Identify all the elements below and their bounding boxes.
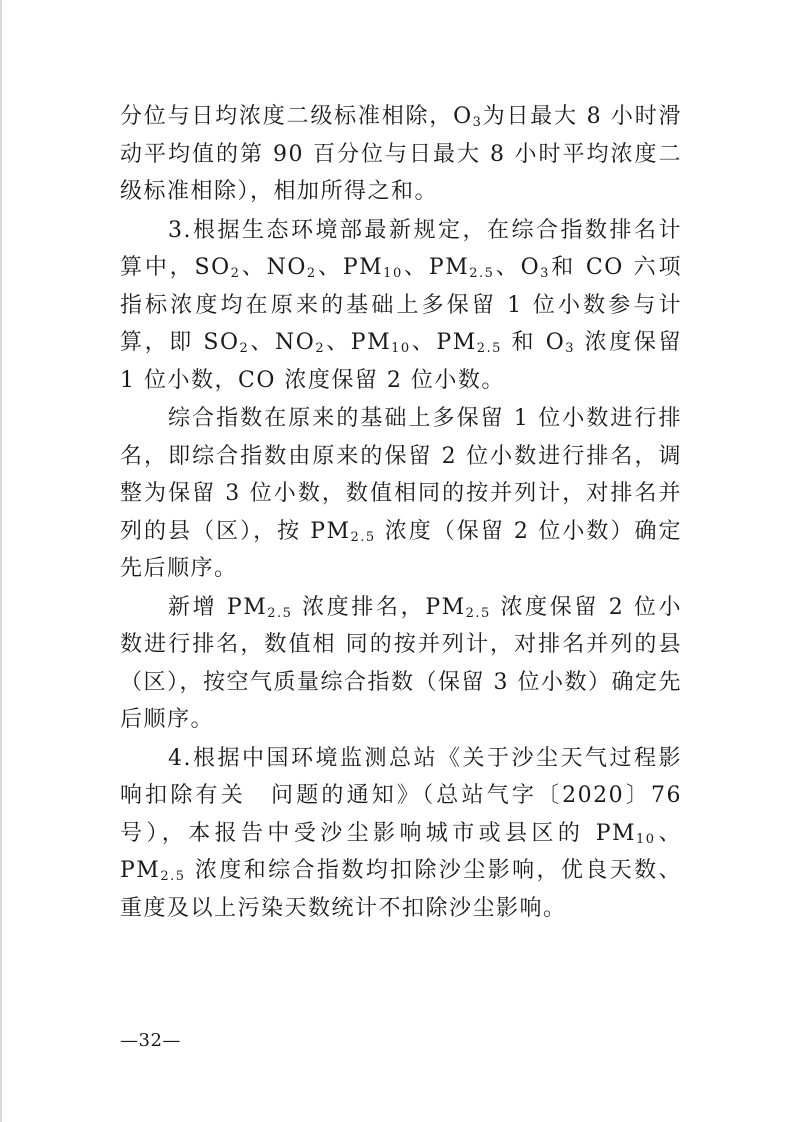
paragraph-text: 、PM: [120, 820, 682, 883]
subscript-text: 10: [391, 341, 411, 356]
subscript-text: 3: [472, 115, 483, 130]
subscript-text: 10: [636, 831, 656, 847]
paragraph-text: 、PM: [325, 330, 392, 355]
paragraph-text: 分位与日均浓度二级标准相除，O: [120, 104, 473, 129]
paragraph-text: 4.根据中国环境监测总站《关于沙尘天气过程影响扣除有关 问题的通知》（总站气字〔2020〕76 号），本报告中受沙尘影响城市或县区的 PM: [120, 745, 682, 846]
paragraph-text: 新增 PM: [168, 594, 268, 620]
subscript-text: 2.5: [476, 341, 502, 356]
subscript-text: 2.5: [465, 605, 491, 621]
page-number: —32—: [120, 1030, 181, 1051]
paragraph-text: 、PM: [402, 255, 470, 280]
subscript-text: 2: [239, 341, 250, 356]
paragraph-text: 、O: [494, 255, 541, 280]
subscript-text: 2: [315, 341, 326, 356]
subscript-text: 2.5: [267, 605, 293, 621]
subscript-text: 2.5: [350, 529, 376, 545]
paragraph-text: 浓度保留 2 位小数进行排名，数值相 同的按并列计，对排名并列的县（区），按空气质量综合指数（保留 3 位小数）确定先后顺序。: [120, 594, 682, 732]
paragraph-text: 浓度保留 1 位小数，CO 浓度保留 2 位小数。: [120, 330, 682, 393]
document-body: [120, 98, 682, 927]
paragraph-text: 3.根据生态环境部最新规定，在综合指数排名计算中，SO: [120, 217, 682, 280]
paragraph-text: 浓度和综合指数均扣除沙尘影响，优良天数、重度及以上污染天数统计不扣除沙尘影响。: [120, 858, 682, 921]
paragraph-text: 浓度（保留 2 位小数）确定先后顺序。: [120, 518, 682, 581]
subscript-text: 2: [230, 266, 241, 281]
subscript-text: 3: [565, 341, 576, 356]
paragraph-text: 、PM: [316, 255, 384, 280]
paragraph-o3-definition-continuation: [120, 98, 682, 211]
paragraph-rule-3-indicator-precision: [120, 212, 682, 400]
subscript-text: 2: [306, 266, 317, 281]
paragraph-text: 和 CO 六项指标浓度均在原来的基础上多保留 1 位小数参与计算，即 SO: [120, 255, 682, 355]
paragraph-text: 、NO: [240, 255, 307, 280]
paragraph-text: 浓度排名，PM: [292, 594, 466, 620]
subscript-text: 3: [540, 266, 550, 281]
paragraph-composite-index-ranking: [120, 400, 682, 588]
paragraph-pm25-ranking: [120, 589, 682, 739]
paragraph-text: 和 O: [501, 330, 566, 355]
subscript-text: 2.5: [160, 869, 186, 884]
paragraph-text: 、NO: [249, 330, 316, 355]
page-left-edge: [0, 0, 2, 1122]
subscript-text: 10: [383, 266, 403, 281]
paragraph-text: 为日最大 8 小时滑动平均值的第 90 百分位与日最大 8 小时平均浓度二级标准相除），相加所得之和。: [120, 104, 682, 204]
paragraph-text: 、PM: [410, 330, 477, 355]
paragraph-text: 综合指数在原来的基础上多保留 1 位小数进行排名，即综合指数由原来的保留 2 位小数进行排名，调整为保留 3 位小数，数值相同的按并列计，对排名并列的县（区），按 PM: [120, 406, 682, 544]
subscript-text: 2.5: [469, 266, 495, 281]
paragraph-rule-4-dust-deduction: [120, 740, 682, 928]
